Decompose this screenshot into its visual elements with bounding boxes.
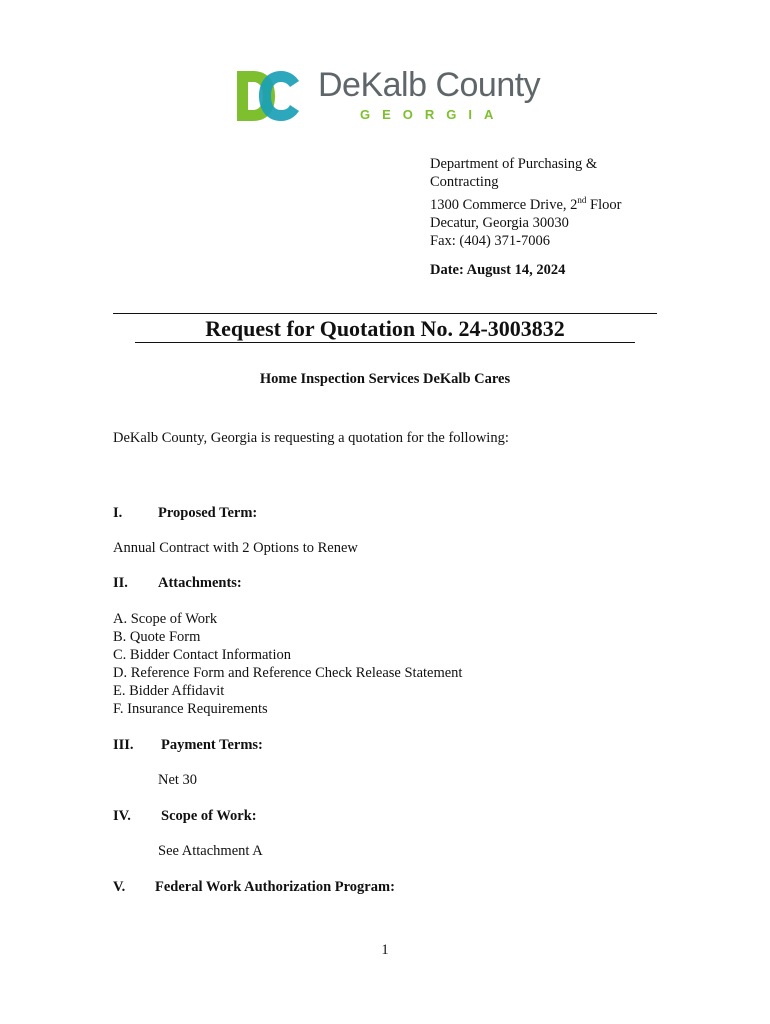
address-block — [430, 155, 621, 250]
section-3-title: Payment Terms: — [161, 737, 263, 753]
logo-state: GEORGIA — [360, 107, 506, 122]
intro-text: DeKalb County, Georgia is requesting a quotation for the following: — [113, 430, 509, 446]
page-subtitle: Home Inspection Services DeKalb Cares — [259, 371, 511, 387]
section-5-number: V. — [113, 879, 126, 895]
section-2-title: Attachments: — [158, 575, 242, 591]
attachments-list — [113, 610, 462, 718]
section-4-body: See Attachment A — [158, 843, 263, 859]
section-4-title: Scope of Work: — [161, 808, 257, 824]
dekalb-county-logo-icon — [235, 69, 301, 123]
page-number: 1 — [381, 942, 389, 958]
address-line-3-suffix: Floor — [586, 196, 622, 213]
list-item: F. Insurance Requirements — [113, 701, 268, 717]
address-line-3 — [430, 191, 621, 214]
address-line-1: Department of Purchasing & — [430, 156, 598, 172]
header-divider — [113, 313, 657, 314]
address-line-3-text: 1300 Commerce Drive, 2 — [430, 196, 578, 213]
address-line-4: Decatur, Georgia 30030 — [430, 214, 569, 231]
section-3-number: III. — [113, 737, 134, 753]
section-2-number: II. — [113, 575, 128, 591]
list-item: A. Scope of Work — [113, 611, 218, 627]
list-item: C. Bidder Contact Information — [113, 647, 291, 663]
address-line-5: Fax: (404) 371-7006 — [430, 232, 551, 249]
section-1-number: I. — [113, 505, 123, 521]
list-item: E. Bidder Affidavit — [113, 683, 225, 699]
section-3-body: Net 30 — [158, 772, 198, 788]
section-1-body: Annual Contract with 2 Options to Renew — [113, 540, 358, 556]
section-1-title: Proposed Term: — [158, 505, 258, 521]
section-4-number: IV. — [113, 808, 131, 824]
page-title: Request for Quotation No. 24-3003832 — [135, 316, 635, 343]
list-item: B. Quote Form — [113, 629, 201, 645]
address-line-2: Contracting — [430, 174, 499, 190]
section-5-title: Federal Work Authorization Program: — [155, 879, 395, 895]
document-date: Date: August 14, 2024 — [430, 262, 566, 278]
list-item: D. Reference Form and Reference Check Release Statement — [113, 665, 463, 681]
address-line-3-sup: nd — [577, 195, 587, 205]
logo-name: DeKalb County — [318, 66, 541, 104]
